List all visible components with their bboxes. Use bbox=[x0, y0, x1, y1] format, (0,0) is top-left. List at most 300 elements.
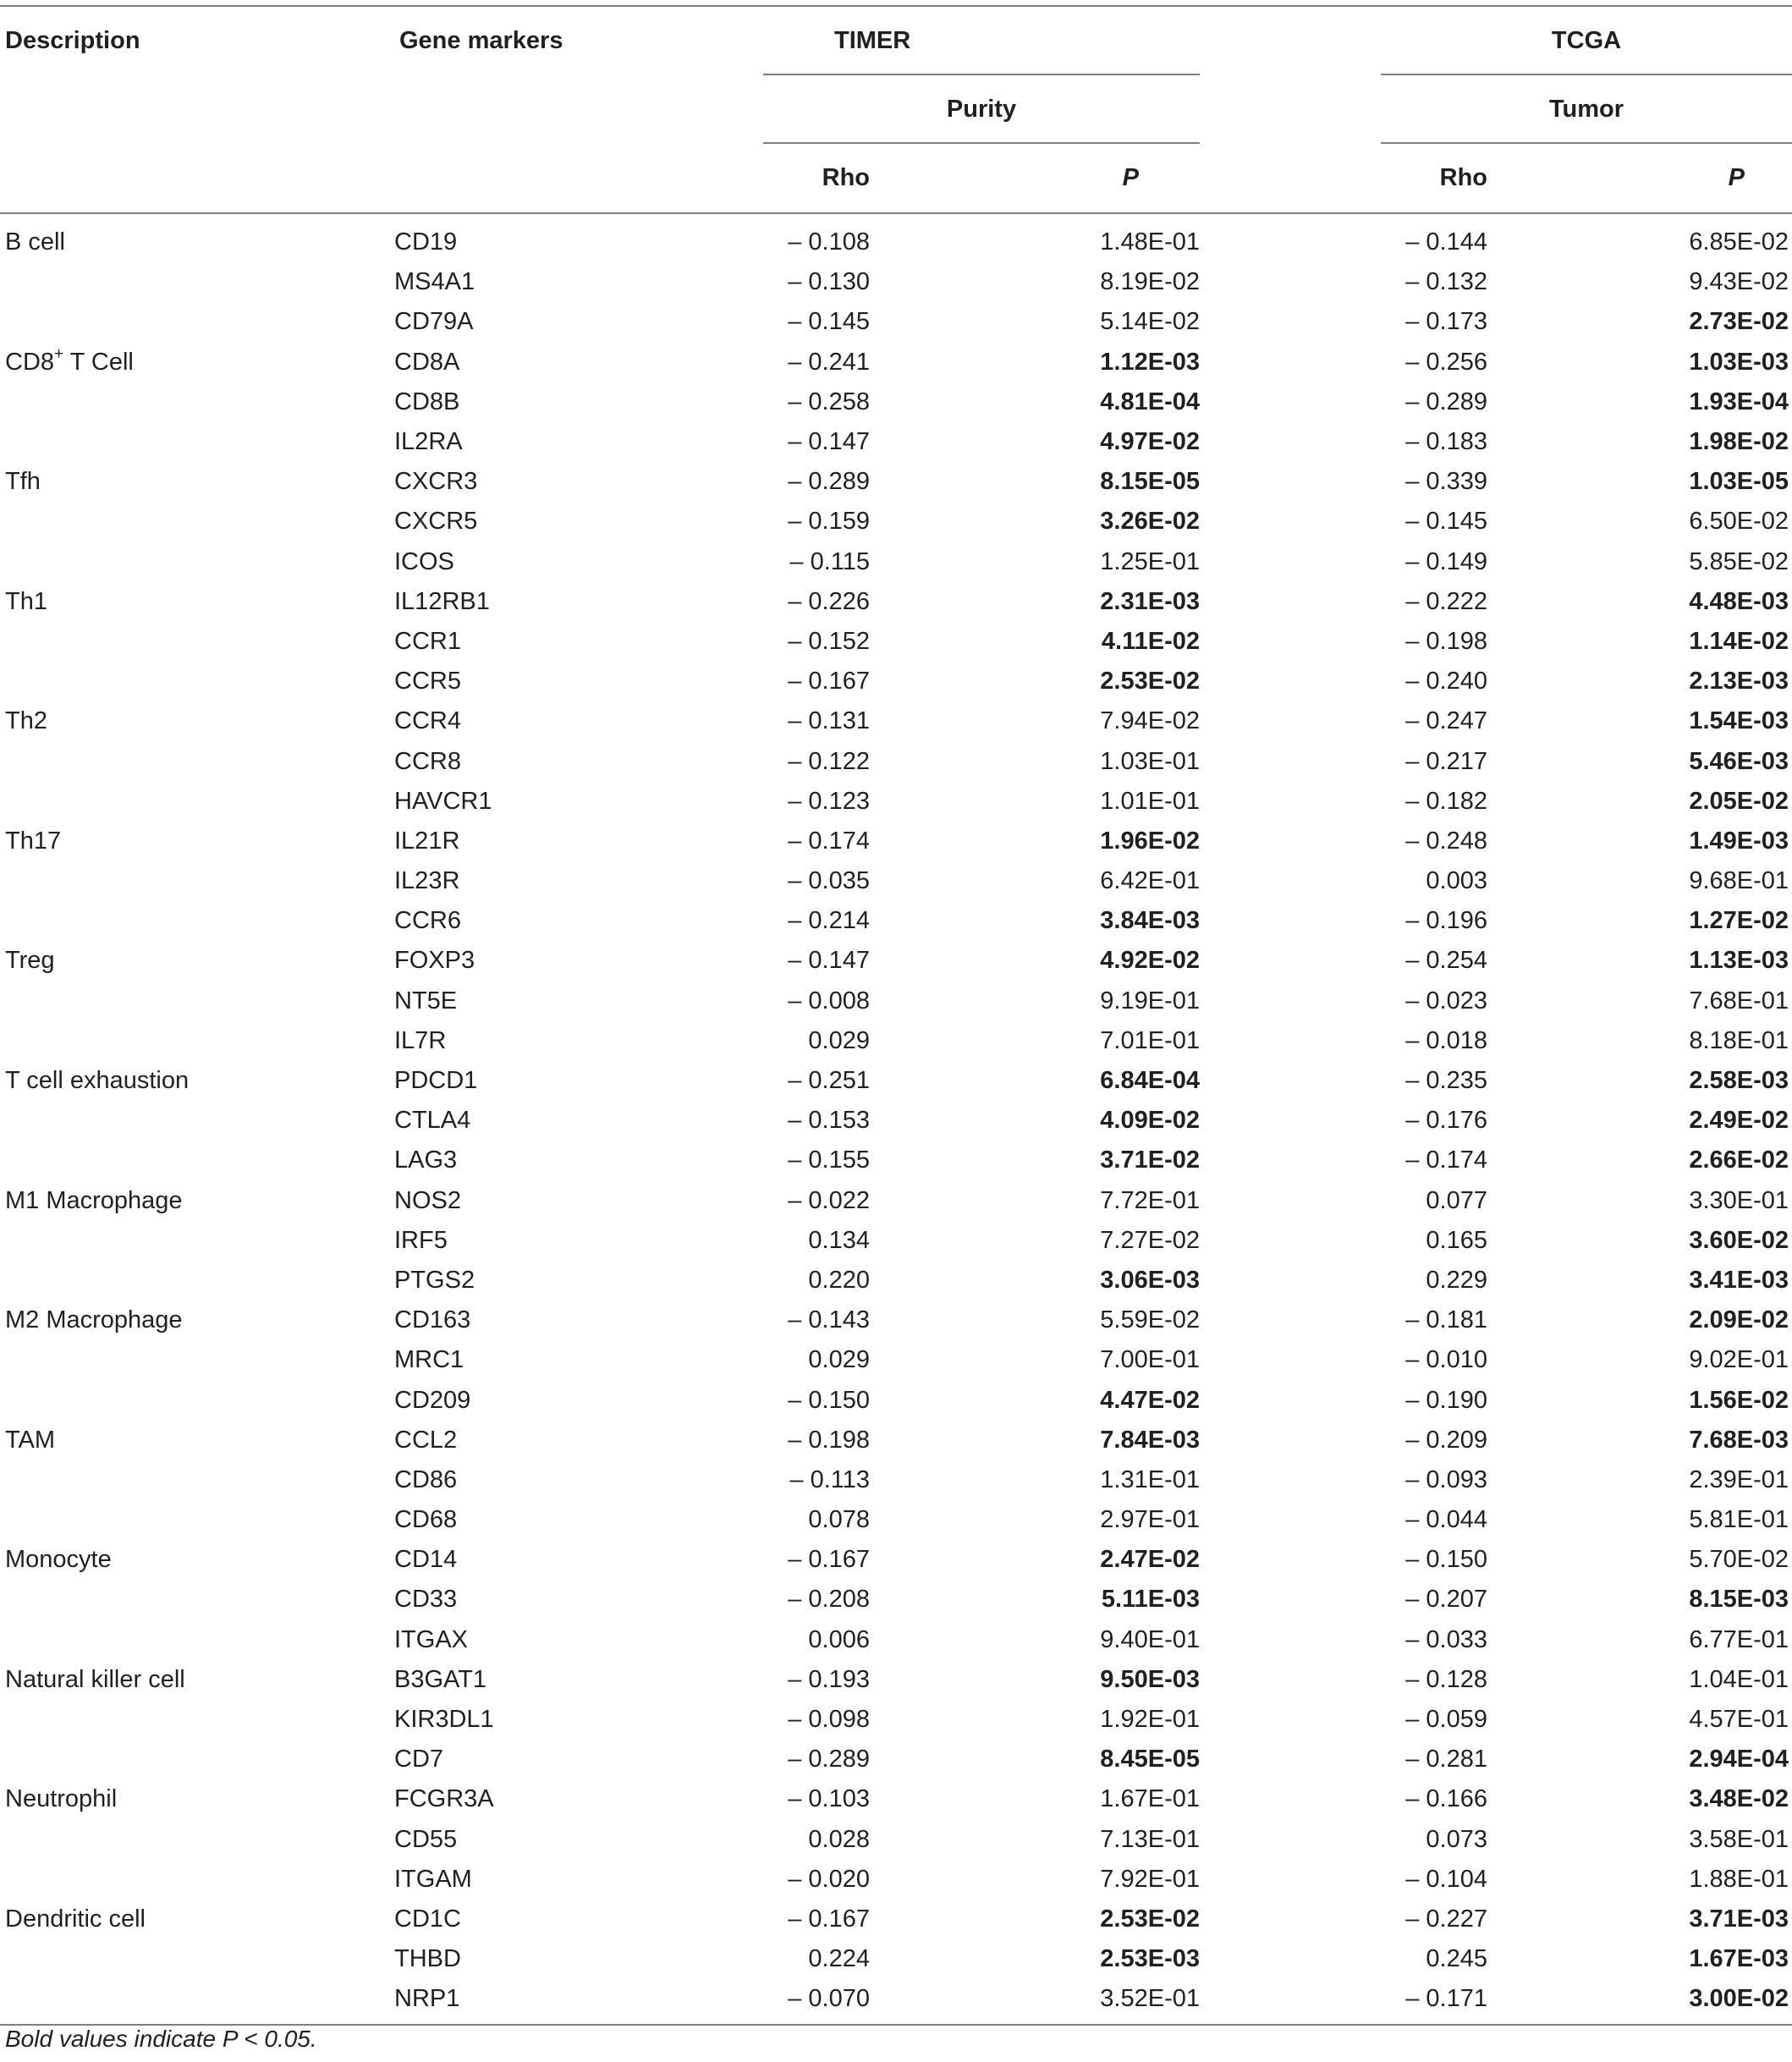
cell-timer-p: 9.40E-01 bbox=[1100, 1625, 1200, 1653]
cell-tcga-p: 3.00E-02 bbox=[1487, 1979, 1792, 2025]
cell-gap bbox=[1200, 1939, 1381, 1979]
cell-gap bbox=[1200, 1900, 1381, 1939]
cell-timer-p: 3.06E-03 bbox=[1100, 1266, 1200, 1294]
table-row bbox=[0, 1860, 1792, 1900]
cell-gap bbox=[1200, 622, 1381, 662]
table-row bbox=[0, 262, 1792, 302]
cell-gap bbox=[1200, 1740, 1381, 1779]
cell-tcga-p: 1.67E-03 bbox=[1689, 1945, 1789, 1973]
table-row bbox=[0, 1500, 1792, 1540]
cell-timer-p: 2.47E-02 bbox=[1100, 1546, 1200, 1574]
cell-timer-rho: – 0.153 bbox=[788, 1107, 870, 1135]
cell-gap bbox=[1200, 302, 1381, 342]
cell-tcga-rho: – 0.104 bbox=[1405, 1865, 1487, 1893]
cell-tcga-rho: – 0.183 bbox=[1405, 428, 1487, 456]
header-tcga: TCGA bbox=[1381, 6, 1792, 75]
cell-gene-marker: CD1C bbox=[394, 1905, 461, 1933]
cell-tcga-p: 2.58E-03 bbox=[1689, 1067, 1789, 1095]
table-row bbox=[0, 1820, 1792, 1860]
cell-tcga-p: 1.56E-02 bbox=[1689, 1386, 1789, 1414]
description-text: Natural killer cell bbox=[5, 1665, 185, 1693]
cell-tcga-p: 9.43E-02 bbox=[1689, 268, 1789, 296]
cell-timer-p: 4.97E-02 bbox=[1100, 428, 1200, 456]
table-row bbox=[0, 1779, 1792, 1819]
cell-gap bbox=[1200, 941, 1381, 981]
description-text: T cell exhaustion bbox=[5, 1067, 190, 1095]
cell-description bbox=[0, 982, 394, 1021]
cell-tcga-rho: – 0.176 bbox=[1405, 1107, 1487, 1135]
cell-description bbox=[0, 1141, 394, 1180]
cell-description bbox=[0, 941, 394, 981]
table-row bbox=[0, 1740, 1792, 1779]
cell-tcga-rho: – 0.166 bbox=[1405, 1785, 1487, 1813]
cell-tcga-rho: – 0.010 bbox=[1405, 1346, 1487, 1374]
cell-timer-rho: – 0.167 bbox=[788, 1546, 870, 1574]
cell-gene-marker: CCL2 bbox=[394, 1426, 458, 1454]
cell-timer-rho: – 0.147 bbox=[788, 947, 870, 975]
cell-description bbox=[0, 1021, 394, 1061]
cell-description bbox=[0, 1700, 394, 1740]
cell-tcga-rho: – 0.339 bbox=[1405, 468, 1487, 496]
cell-gene-marker: FOXP3 bbox=[394, 947, 475, 975]
cell-tcga-p: 7.68E-01 bbox=[1689, 987, 1789, 1015]
cell-tcga-rho: – 0.132 bbox=[1405, 268, 1487, 296]
cell-timer-rho: – 0.143 bbox=[788, 1306, 870, 1334]
cell-timer-p: 2.97E-01 bbox=[1100, 1506, 1200, 1534]
table-row bbox=[0, 782, 1792, 822]
cell-description bbox=[0, 901, 394, 941]
cell-gene-marker: KIR3DL1 bbox=[394, 1706, 494, 1734]
cell-gene-marker: ITGAX bbox=[394, 1625, 469, 1653]
cell-description bbox=[0, 1101, 394, 1141]
table-row bbox=[0, 1261, 1792, 1300]
cell-gene-marker: CTLA4 bbox=[394, 1107, 471, 1135]
cell-gene-marker: CD79A bbox=[394, 308, 474, 336]
cell-gene-marker: CD19 bbox=[394, 228, 458, 256]
cell-description bbox=[0, 1939, 394, 1979]
cell-tcga-p: 1.13E-03 bbox=[1689, 947, 1789, 975]
cell-timer-p: 7.72E-01 bbox=[1100, 1186, 1200, 1214]
cell-gene-marker: FCGR3A bbox=[394, 1785, 494, 1813]
cell-description bbox=[0, 1221, 394, 1261]
cell-tcga-rho: – 0.023 bbox=[1405, 987, 1487, 1015]
table-row bbox=[0, 582, 1792, 622]
table-row bbox=[0, 901, 1792, 941]
cell-timer-p: 3.84E-03 bbox=[1100, 907, 1200, 935]
cell-timer-rho: – 0.130 bbox=[788, 268, 870, 296]
footnote-suffix: < 0.05. bbox=[237, 2026, 317, 2052]
cell-tcga-rho: 0.229 bbox=[1426, 1266, 1487, 1294]
cell-timer-rho: – 0.155 bbox=[788, 1146, 870, 1174]
cell-tcga-p: 3.41E-03 bbox=[1689, 1266, 1789, 1294]
cell-gene-marker: CD33 bbox=[394, 1586, 458, 1614]
cell-tcga-rho: – 0.207 bbox=[1405, 1586, 1487, 1614]
cell-timer-rho: – 0.289 bbox=[788, 468, 870, 496]
cell-timer-p: 6.84E-04 bbox=[1100, 1067, 1200, 1095]
cell-gap bbox=[1200, 1340, 1381, 1380]
table-row bbox=[0, 861, 1792, 901]
cell-timer-p: 1.01E-01 bbox=[1100, 787, 1200, 815]
cell-tcga-p: 2.09E-02 bbox=[1689, 1306, 1789, 1334]
cell-gene-marker: IRF5 bbox=[394, 1226, 448, 1254]
cell-timer-rho: – 0.214 bbox=[788, 907, 870, 935]
cell-tcga-p: 2.39E-01 bbox=[1689, 1465, 1789, 1493]
cell-gene-marker: ICOS bbox=[394, 547, 454, 575]
description-text: Th17 bbox=[5, 827, 62, 855]
cell-gene-marker: CD8B bbox=[394, 388, 460, 415]
header-description: Description bbox=[5, 27, 140, 54]
description-text: Treg bbox=[5, 947, 55, 975]
cell-description bbox=[0, 701, 394, 741]
cell-tcga-p: 8.18E-01 bbox=[1689, 1026, 1789, 1054]
header-gap bbox=[1200, 6, 1381, 75]
table-row bbox=[0, 1660, 1792, 1700]
cell-gap bbox=[1200, 861, 1381, 901]
cell-gene-marker: IL2RA bbox=[394, 428, 463, 456]
cell-timer-rho: 0.220 bbox=[808, 1266, 870, 1294]
cell-description bbox=[0, 662, 394, 701]
cell-tcga-p: 5.85E-02 bbox=[1689, 547, 1789, 575]
cell-timer-rho: – 0.167 bbox=[788, 668, 870, 696]
table-row bbox=[0, 1061, 1792, 1101]
cell-timer-rho: – 0.145 bbox=[788, 308, 870, 336]
cell-timer-p: 5.14E-02 bbox=[1100, 308, 1200, 336]
cell-tcga-rho: – 0.033 bbox=[1405, 1625, 1487, 1653]
cell-tcga-rho: – 0.182 bbox=[1405, 787, 1487, 815]
cell-tcga-p: 3.71E-03 bbox=[1689, 1905, 1789, 1933]
cell-description bbox=[0, 1340, 394, 1380]
cell-description bbox=[0, 542, 394, 582]
cell-timer-p: 7.94E-02 bbox=[1100, 707, 1200, 735]
cell-timer-p: 2.31E-03 bbox=[1100, 587, 1200, 615]
cell-timer-p: 1.31E-01 bbox=[1100, 1465, 1200, 1493]
cell-gap bbox=[1200, 1421, 1381, 1460]
table-row bbox=[0, 1021, 1792, 1061]
cell-tcga-p: 8.15E-03 bbox=[1689, 1586, 1789, 1614]
cell-tcga-rho: – 0.174 bbox=[1405, 1146, 1487, 1174]
cell-tcga-rho: – 0.209 bbox=[1405, 1426, 1487, 1454]
table-row bbox=[0, 1939, 1792, 1979]
cell-tcga-rho: – 0.196 bbox=[1405, 907, 1487, 935]
cell-description bbox=[0, 1380, 394, 1420]
cell-tcga-rho: – 0.281 bbox=[1405, 1746, 1487, 1773]
header-timer-label: TIMER bbox=[834, 27, 911, 54]
footnote-var: P bbox=[222, 2026, 238, 2052]
cell-gene-marker: CD8A bbox=[394, 348, 460, 376]
cell-timer-rho: – 0.174 bbox=[788, 827, 870, 855]
description-superscript: + bbox=[54, 344, 64, 363]
cell-gene-marker: CD68 bbox=[394, 1506, 458, 1534]
cell-description bbox=[0, 1500, 394, 1540]
description-text: Neutrophil bbox=[5, 1785, 118, 1813]
cell-description bbox=[0, 582, 394, 622]
cell-timer-p: 1.03E-01 bbox=[1100, 747, 1200, 775]
cell-gene-marker: CD86 bbox=[394, 1465, 458, 1493]
cell-tcga-p: 3.48E-02 bbox=[1689, 1785, 1789, 1813]
table-row bbox=[0, 941, 1792, 981]
cell-tcga-rho: 0.165 bbox=[1426, 1226, 1487, 1254]
header-gap-3 bbox=[1200, 144, 1381, 213]
cell-timer-p: 7.84E-03 bbox=[1100, 1426, 1200, 1454]
description-text: TAM bbox=[5, 1426, 56, 1454]
header-gene-markers: Gene markers bbox=[399, 27, 563, 54]
cell-timer-rho: – 0.147 bbox=[788, 428, 870, 456]
cell-description bbox=[0, 1660, 394, 1700]
cell-gene-marker: PTGS2 bbox=[394, 1266, 475, 1294]
cell-timer-p: 3.71E-02 bbox=[1100, 1146, 1200, 1174]
cell-timer-p: 2.53E-02 bbox=[1100, 668, 1200, 696]
cell-tcga-rho: – 0.173 bbox=[1405, 308, 1487, 336]
table-row bbox=[0, 422, 1792, 462]
cell-tcga-p: 6.77E-01 bbox=[1689, 1625, 1789, 1653]
cell-timer-rho: – 0.198 bbox=[788, 1426, 870, 1454]
cell-tcga-p: 4.48E-03 bbox=[1689, 587, 1789, 615]
cell-tcga-p: 1.54E-03 bbox=[1689, 707, 1789, 735]
cell-timer-p: 9.50E-03 bbox=[1100, 1665, 1200, 1693]
description-text: Tfh bbox=[5, 468, 41, 496]
cell-timer-p: 5.11E-03 bbox=[1101, 1586, 1200, 1614]
cell-tcga-p: 5.70E-02 bbox=[1689, 1546, 1789, 1574]
cell-tcga-rho: – 0.254 bbox=[1405, 947, 1487, 975]
table-row bbox=[0, 622, 1792, 662]
cell-timer-rho: – 0.159 bbox=[788, 508, 870, 536]
cell-description bbox=[0, 741, 394, 781]
cell-description bbox=[0, 1061, 394, 1101]
cell-gene-marker: NOS2 bbox=[394, 1186, 461, 1214]
cell-tcga-rho: – 0.222 bbox=[1405, 587, 1487, 615]
cell-description bbox=[0, 1900, 394, 1939]
header-empty-2 bbox=[394, 75, 763, 144]
cell-timer-rho: – 0.115 bbox=[789, 547, 870, 575]
cell-timer-rho: – 0.022 bbox=[788, 1186, 870, 1214]
cell-tcga-rho: – 0.240 bbox=[1405, 668, 1487, 696]
cell-timer-p: 3.52E-01 bbox=[870, 1979, 1200, 2025]
table-row bbox=[0, 502, 1792, 542]
cell-tcga-p: 9.68E-01 bbox=[1689, 867, 1789, 895]
cell-gap bbox=[1200, 502, 1381, 542]
cell-timer-rho: – 0.008 bbox=[788, 987, 870, 1015]
table-row bbox=[0, 1540, 1792, 1580]
cell-tcga-rho: – 0.198 bbox=[1405, 627, 1487, 655]
cell-timer-rho: 0.224 bbox=[808, 1945, 870, 1973]
cell-description bbox=[0, 262, 394, 302]
cell-timer-rho: – 0.035 bbox=[788, 867, 870, 895]
cell-gene-marker: CD209 bbox=[394, 1386, 471, 1414]
table-row bbox=[0, 1141, 1792, 1180]
header-tumor: Tumor bbox=[1381, 75, 1792, 144]
cell-tcga-p: 2.73E-02 bbox=[1689, 308, 1789, 336]
table-row bbox=[0, 1460, 1792, 1500]
cell-timer-p: 7.13E-01 bbox=[1100, 1825, 1200, 1853]
table-row bbox=[0, 741, 1792, 781]
cell-gene-marker: CCR6 bbox=[394, 907, 461, 935]
cell-tcga-rho: – 0.235 bbox=[1405, 1067, 1487, 1095]
cell-tcga-p: 2.94E-04 bbox=[1689, 1746, 1789, 1773]
description-text: B cell bbox=[5, 228, 65, 256]
cell-gene-marker: NRP1 bbox=[394, 1979, 763, 2025]
cell-gap bbox=[1200, 662, 1381, 701]
cell-timer-p: 1.25E-01 bbox=[1100, 547, 1200, 575]
cell-gene-marker: IL7R bbox=[394, 1026, 447, 1054]
gene-correlation-table bbox=[0, 5, 1792, 2026]
cell-timer-rho: – 0.167 bbox=[788, 1905, 870, 1933]
table-row bbox=[0, 982, 1792, 1021]
cell-timer-rho: – 0.150 bbox=[788, 1386, 870, 1414]
table-row bbox=[0, 1380, 1792, 1420]
cell-tcga-p: 5.81E-01 bbox=[1689, 1506, 1789, 1534]
cell-gap bbox=[1200, 822, 1381, 861]
cell-gap bbox=[1200, 1820, 1381, 1860]
cell-tcga-p: 9.02E-01 bbox=[1689, 1346, 1789, 1374]
cell-timer-rho: – 0.108 bbox=[788, 228, 870, 256]
description-suffix: T Cell bbox=[63, 348, 134, 376]
cell-tcga-rho: 0.245 bbox=[1426, 1945, 1487, 1973]
cell-timer-rho: – 0.152 bbox=[788, 627, 870, 655]
header-timer-rho: Rho bbox=[822, 164, 870, 191]
cell-tcga-p: 6.85E-02 bbox=[1689, 228, 1789, 256]
cell-tcga-rho: – 0.217 bbox=[1405, 747, 1487, 775]
cell-timer-rho: – 0.020 bbox=[788, 1865, 870, 1893]
cell-gap bbox=[1200, 1261, 1381, 1300]
header-empty-3 bbox=[0, 144, 394, 213]
cell-tcga-p: 2.05E-02 bbox=[1689, 787, 1789, 815]
cell-tcga-p: 2.13E-03 bbox=[1689, 668, 1789, 696]
cell-gap bbox=[1200, 422, 1381, 462]
cell-tcga-rho: – 0.248 bbox=[1405, 827, 1487, 855]
cell-description bbox=[0, 382, 394, 422]
cell-gene-marker: IL12RB1 bbox=[394, 587, 490, 615]
cell-gene-marker: THBD bbox=[394, 1945, 461, 1973]
cell-tcga-rho: – 0.018 bbox=[1405, 1026, 1487, 1054]
cell-gene-marker: IL21R bbox=[394, 827, 460, 855]
cell-description bbox=[0, 422, 394, 462]
cell-gap bbox=[1200, 1221, 1381, 1261]
cell-timer-rho: – 0.251 bbox=[788, 1067, 870, 1095]
cell-gap bbox=[1200, 982, 1381, 1021]
header-gap-2 bbox=[1200, 75, 1381, 144]
cell-timer-rho: – 0.103 bbox=[788, 1785, 870, 1813]
cell-tcga-rho: – 0.227 bbox=[1405, 1905, 1487, 1933]
cell-gene-marker: CD163 bbox=[394, 1306, 471, 1334]
description-text: M2 Macrophage bbox=[5, 1306, 183, 1334]
cell-description bbox=[0, 1740, 394, 1779]
cell-tcga-rho: – 0.150 bbox=[1405, 1546, 1487, 1574]
cell-timer-p: 4.81E-04 bbox=[1100, 388, 1200, 415]
cell-gap bbox=[1200, 382, 1381, 422]
cell-description bbox=[0, 343, 394, 382]
cell-tcga-rho: – 0.256 bbox=[1405, 348, 1487, 376]
cell-timer-p: 1.96E-02 bbox=[1100, 827, 1200, 855]
cell-gene-marker: B3GAT1 bbox=[394, 1665, 487, 1693]
cell-description bbox=[0, 1779, 394, 1819]
cell-timer-p: 5.59E-02 bbox=[1100, 1306, 1200, 1334]
cell-timer-rho: – 0.226 bbox=[788, 587, 870, 615]
cell-timer-p: 3.26E-02 bbox=[1100, 508, 1200, 536]
cell-timer-rho: – 0.131 bbox=[788, 707, 870, 735]
cell-gene-marker: LAG3 bbox=[394, 1146, 458, 1174]
cell-timer-rho: – 0.098 bbox=[788, 1706, 870, 1734]
header-tcga-p: P bbox=[1728, 164, 1745, 191]
cell-gene-marker: CCR4 bbox=[394, 707, 461, 735]
cell-gap bbox=[1200, 1660, 1381, 1700]
description-text: Monocyte bbox=[5, 1546, 112, 1574]
table-row bbox=[0, 302, 1792, 342]
cell-tcga-p: 4.57E-01 bbox=[1689, 1706, 1789, 1734]
cell-tcga-rho: – 0.093 bbox=[1405, 1465, 1487, 1493]
cell-gap bbox=[1200, 782, 1381, 822]
cell-gap bbox=[1200, 901, 1381, 941]
cell-timer-p: 1.67E-01 bbox=[1100, 1785, 1200, 1813]
cell-gap bbox=[1200, 1540, 1381, 1580]
cell-tcga-rho: – 0.289 bbox=[1405, 388, 1487, 415]
cell-gap bbox=[1200, 343, 1381, 382]
table-body bbox=[0, 213, 1792, 2025]
cell-timer-rho: – 0.070 bbox=[763, 1979, 870, 2025]
cell-description bbox=[0, 1979, 394, 2025]
cell-timer-rho: 0.029 bbox=[808, 1346, 870, 1374]
cell-gap bbox=[1200, 1620, 1381, 1660]
cell-gene-marker: CCR5 bbox=[394, 668, 461, 696]
cell-gene-marker: NT5E bbox=[394, 987, 458, 1015]
cell-description bbox=[0, 1540, 394, 1580]
cell-description bbox=[0, 822, 394, 861]
cell-description bbox=[0, 861, 394, 901]
cell-timer-rho: – 0.113 bbox=[789, 1465, 870, 1493]
cell-tcga-rho: – 0.171 bbox=[1381, 1979, 1487, 2025]
cell-timer-rho: – 0.193 bbox=[788, 1665, 870, 1693]
cell-description bbox=[0, 1620, 394, 1660]
cell-description bbox=[0, 302, 394, 342]
header-tcga-rho: Rho bbox=[1439, 164, 1487, 191]
cell-gap bbox=[1200, 1181, 1381, 1221]
cell-tcga-p: 1.27E-02 bbox=[1689, 907, 1789, 935]
cell-tcga-p: 2.66E-02 bbox=[1689, 1146, 1789, 1174]
cell-gap bbox=[1200, 1500, 1381, 1540]
description-text: Th1 bbox=[5, 587, 47, 615]
cell-tcga-rho: 0.003 bbox=[1426, 867, 1487, 895]
table-row bbox=[0, 701, 1792, 741]
cell-description bbox=[0, 1421, 394, 1460]
table-row bbox=[0, 1700, 1792, 1740]
cell-timer-p: 6.42E-01 bbox=[1100, 867, 1200, 895]
cell-timer-p: 2.53E-03 bbox=[1100, 1945, 1200, 1973]
cell-timer-p: 4.09E-02 bbox=[1100, 1107, 1200, 1135]
cell-tcga-p: 1.14E-02 bbox=[1689, 627, 1789, 655]
cell-timer-rho: 0.028 bbox=[808, 1825, 870, 1853]
cell-gap bbox=[1200, 1380, 1381, 1420]
cell-timer-p: 9.19E-01 bbox=[1100, 987, 1200, 1015]
cell-tcga-p: 3.30E-01 bbox=[1689, 1186, 1789, 1214]
description-text: M1 Macrophage bbox=[5, 1186, 183, 1214]
cell-timer-p: 2.53E-02 bbox=[1100, 1905, 1200, 1933]
table-row bbox=[0, 822, 1792, 861]
header-empty-1 bbox=[0, 75, 394, 144]
cell-timer-rho: – 0.123 bbox=[788, 787, 870, 815]
cell-tcga-p: 1.03E-03 bbox=[1689, 348, 1789, 376]
table-row bbox=[0, 343, 1792, 382]
cell-tcga-p: 6.50E-02 bbox=[1689, 508, 1789, 536]
cell-gene-marker: CXCR3 bbox=[394, 468, 478, 496]
footnote-prefix: Bold values indicate bbox=[5, 2026, 223, 2052]
cell-timer-p: 7.01E-01 bbox=[1100, 1026, 1200, 1054]
table-row bbox=[0, 382, 1792, 422]
cell-description bbox=[0, 1261, 394, 1300]
table-row bbox=[0, 1221, 1792, 1261]
cell-gene-marker: MS4A1 bbox=[394, 268, 475, 296]
cell-tcga-rho: – 0.181 bbox=[1405, 1306, 1487, 1334]
cell-gap bbox=[1200, 582, 1381, 622]
header-timer-p: P bbox=[1122, 164, 1139, 191]
